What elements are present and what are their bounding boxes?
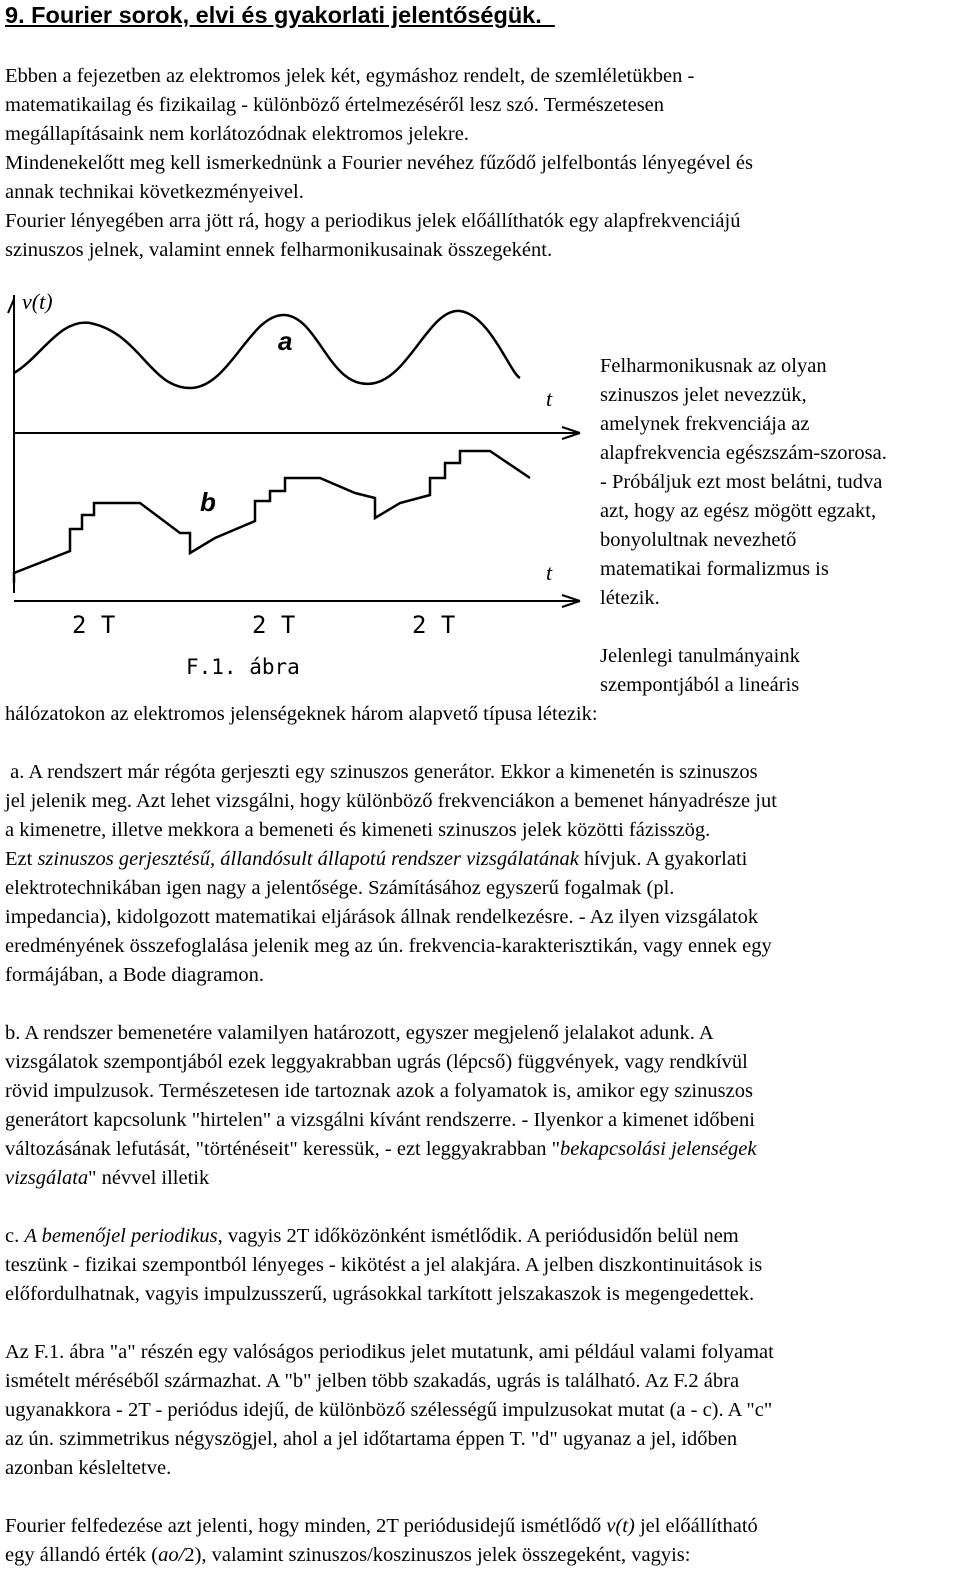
side-line: Jelenlegi tanulmányaink [600,645,800,667]
emphasis: szinuszos gerjesztésű, állandósult állapotú rendszer vizsgálatának [37,848,579,870]
side-line: matematikai formalizmus is [600,558,829,580]
text: egy állandó érték ( [5,1544,159,1566]
text: " névvel illetik [88,1167,210,1189]
text: 2), valamint szinuszos/koszinuszos jelek összegeként, vagyis: [184,1544,691,1566]
section-b-line: generátort kapcsolunk "hirtelen" a vizsgálni kívánt rendszerre. - Ilyenkor a kimenet időbeni [5,1109,755,1131]
section-b-line: b. A rendszer bemenetére valamilyen határozott, egyszer megjelenő jelalakot adunk. A [5,1022,714,1044]
side-line: azt, hogy az egész mögött egzakt, [600,500,877,522]
section-a-line: a. A rendszert már régóta gerjeszti egy szinuszos generátor. Ekkor a kimenetén is szinuszos [5,761,758,783]
intro-line: matematikailag és fizikailag - különböző értelmezéséről lesz szó. Természetesen [5,94,665,116]
figure-f1 [0,283,590,688]
text: hívjuk. A gyakorlati [578,848,748,870]
side-line: létezik. [600,587,660,609]
intro-line: Fourier lényegében arra jött rá, hogy a periodikus jelek előállíthatók egy alapfrekvenciájú [5,210,741,232]
section-a-line: elektrotechnikában igen nagy a jelentősége. Számításához egyszerű fogalmak (pl. [5,877,675,899]
side-line: alapfrekvencia egészszám-szorosa. [600,442,887,464]
intro-line: megállapításaink nem korlátozódnak elektromos jelekre. [5,123,469,145]
section-b-line: rövid impulzusok. Természetesen ide tartoznak azok a folyamatok is, amikor egy szinuszos [5,1080,753,1102]
text: c. [5,1225,25,1247]
intro-line: Mindenekelőtt meg kell ismerkednünk a Fourier nevéhez fűződő jelfelbontás lényegével és [5,152,753,174]
waveform-b-label: b [200,487,216,517]
waveform-a [14,311,520,388]
figure-description-line: ismételt méréséből származhat. A "b" jelben több szakadás, ugrás is található. Az F.2 ábra [5,1370,740,1392]
figure-description-line: az ún. szimmetrikus négyszögjel, ahol a jel időtartama éppen T. "d" ugyanaz a jel, időben [5,1428,738,1450]
section-c-line [5,1224,739,1248]
time-axis-a [14,427,580,439]
section-c-line: teszünk - fizikai szempontból lényeges - kikötést a jel alakjára. A jelben diszkontinuitások is [5,1254,763,1276]
waveform-a-label: a [278,326,293,356]
emphasis: bekapcsolási jelenségek [560,1138,757,1160]
lead-line: hálózatokon az elektromos jelenségeknek három alapvető típusa létezik: [5,703,598,725]
final-line [5,1543,690,1567]
section-a-line: a kimenetre, illetve mekkora a bemeneti és kimeneti szinuszos jelek közötti fázisszög. [5,819,711,841]
emphasis: v(t) [606,1515,635,1537]
time-axis-b [14,595,580,607]
time-label-b: t [546,560,553,585]
emphasis: vizsgálata [5,1167,89,1189]
text: jel előállítható [634,1515,758,1537]
side-line: amelynek frekvenciája az [600,413,810,435]
time-label-a: t [546,386,553,411]
side-line: - Próbáljuk ezt most belátni, tudva [600,471,883,493]
intro-line: annak technikai következményeivel. [5,181,304,203]
final-line [5,1514,758,1538]
figure-description-line: Az F.1. ábra "a" részén egy valóságos periodikus jelet mutatunk, ami például valami folyamat [5,1341,774,1363]
vt-label: v(t) [22,289,53,314]
section-a-line [5,847,747,871]
intro-line: Ebben a fejezetben az elektromos jelek két, egymáshoz rendelt, de szemléletükben - [5,65,695,87]
text: változásának lefutását, "történéseit" keressük, - ezt leggyakrabban " [5,1138,561,1160]
figure-caption: F.1. ábra [186,655,300,679]
emphasis: A bemenőjel periodikus [24,1225,218,1247]
page-title: 9. Fourier sorok, elvi és gyakorlati jelentőségük. [5,2,555,28]
section-b-line [5,1166,209,1190]
waveform-b [14,451,530,583]
side-line: bonyolultnak nevezhető [600,529,797,551]
v-axis [8,295,14,593]
text: Ezt [5,848,38,870]
section-a-line: impedancia), kidolgozott matematikai eljárások állnak rendelkezésre. - Az ilyen vizsgálatok [5,906,759,928]
figure-description-line: azonban késleltetve. [5,1457,172,1479]
intro-line: szinuszos jelnek, valamint ennek felharmonikusainak összegeként. [5,239,553,261]
section-b-line: vizsgálatok szempontjából ezek leggyakrabban ugrás (lépcső) függvények, vagy rendkívül [5,1051,748,1073]
side-line: szempontjából a lineáris [600,674,800,696]
text: , vagyis 2T időközönként ismétlődik. A periódusidőn belül nem [217,1225,739,1247]
period-label: 2 T [252,611,296,639]
side-line: Felharmonikusnak az olyan [600,355,827,377]
section-a-line: eredményének összefoglalása jelenik meg az ún. frekvencia-karakterisztikán, vagy ennek egy [5,935,772,957]
period-label: 2 T [72,611,116,639]
section-a-line: jel jelenik meg. Azt lehet vizsgálni, hogy különböző frekvenciákon a bemenet hányadrésze jut [5,790,777,812]
period-label: 2 T [412,611,456,639]
emphasis: ao/ [158,1544,185,1566]
figure-description-line: ugyanakkora - 2T - periódus idejű, de különböző szélességű impulzusokat mutat (a - c). A "c" [5,1399,773,1421]
section-b-line [5,1137,756,1161]
section-c-line: előfordulhatnak, vagyis impulzusszerű, ugrásokkal tarkított jelszakaszok is megengedettek. [5,1283,755,1305]
text: Fourier felfedezése azt jelenti, hogy minden, 2T periódusidejű ismétlődő [5,1515,607,1537]
section-a-line: formájában, a Bode diagramon. [5,964,265,986]
side-line: szinuszos jelet nevezzük, [600,384,807,406]
